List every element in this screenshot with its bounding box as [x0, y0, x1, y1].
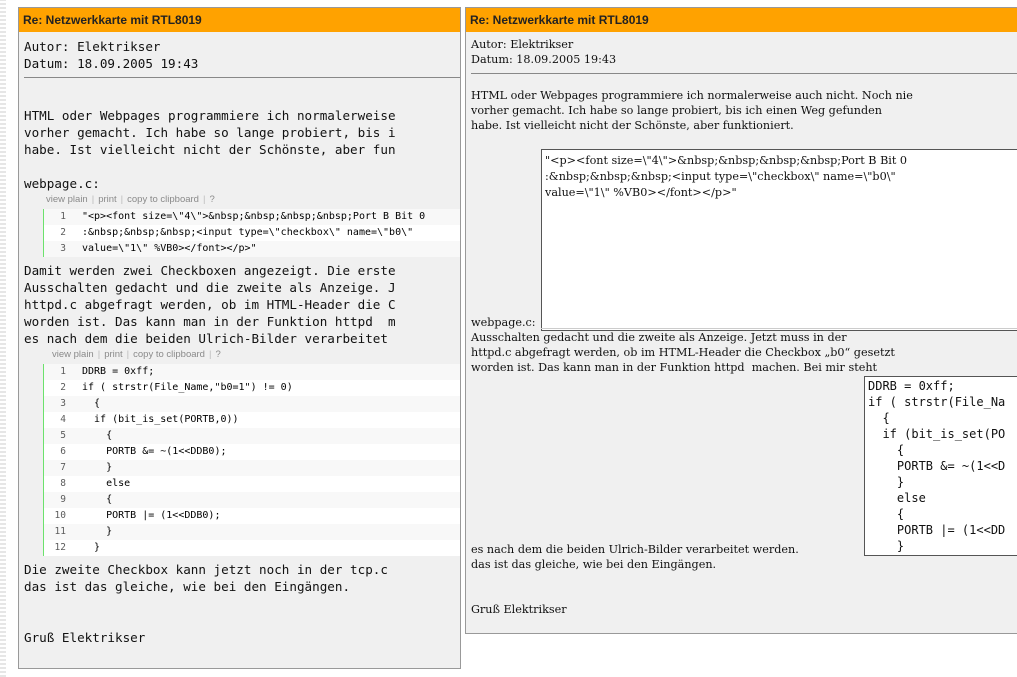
raw-code-line: }	[868, 539, 905, 553]
help-link[interactable]: ?	[215, 349, 221, 360]
code-row: 3 value=\"1\" %VB0></font></p>"	[44, 241, 461, 257]
section-divider	[541, 328, 1017, 329]
paragraph-line: Damit werden zwei Checkboxen angezeigt. Die erste	[24, 263, 396, 278]
help-link[interactable]: ?	[209, 194, 215, 205]
raw-code-line: {	[868, 411, 890, 425]
copy-to-clipboard-link[interactable]: copy to clipboard	[133, 349, 205, 360]
webpage-label: webpage.c:	[24, 176, 100, 191]
code-row: 3 {	[44, 396, 461, 412]
paragraph-line: es nach dem die beiden Ulrich-Bilder verarbeitet	[24, 331, 396, 346]
code-row: 11 }	[44, 524, 461, 540]
left-post-panel	[18, 7, 461, 669]
paragraph-line: HTML oder Webpages programmiere ich normalerweise auch nicht. Noch nie	[471, 89, 913, 102]
page-edge-decoration	[0, 0, 6, 677]
raw-code-line: PORTB &= ~(1<<D	[868, 459, 1006, 473]
paragraph-line: habe. Ist vielleicht nicht der Schönste, aber fun	[24, 142, 396, 157]
post-date: Datum: 18.09.2005 19:43	[24, 56, 199, 71]
code-row: 12 }	[44, 540, 461, 556]
header-divider	[471, 73, 1017, 74]
webpage-label: webpage.c:	[471, 316, 536, 329]
raw-code-line: :&nbsp;&nbsp;&nbsp;<input type=\"checkbox\" name=\"b0\"	[545, 170, 896, 183]
code-row: 10 PORTB |= (1<<DDB0);	[44, 508, 461, 524]
paragraph-line: httpd.c abgefragt werden, ob im HTML-Header die Checkbox „b0“ gesetzt	[471, 346, 895, 359]
raw-code-line: if (bit_is_set(PO	[868, 427, 1006, 441]
paragraph-line: Die zweite Checkbox kann jetzt noch in der tcp.c	[24, 562, 388, 577]
post-signature: Gruß Elektrikser	[24, 630, 146, 645]
paragraph-line: das ist das gleiche, wie bei den Eingängen.	[471, 558, 717, 571]
view-plain-link[interactable]: view plain	[46, 194, 88, 205]
post-author: Autor: Elektrikser	[24, 39, 161, 54]
code-row: 1 DDRB = 0xff;	[44, 364, 461, 380]
code-row: 1 "<p><font size=\"4\">&nbsp;&nbsp;&nbsp;&nbsp;Port B Bit 0	[44, 209, 461, 225]
code-row: 9 {	[44, 492, 461, 508]
paragraph-line: worden ist. Das kann man in der Funktion httpd m	[24, 314, 396, 329]
raw-code-line: }	[868, 475, 905, 489]
post-title: Re: Netzwerkkarte mit RTL8019	[19, 8, 460, 32]
paragraph-line: vorher gemacht. Ich habe so lange probiert, bis ich einen Weg gefunden	[471, 104, 882, 117]
code-toolbar: view plain | print | copy to clipboard | ?	[52, 349, 221, 360]
post-date: Datum: 18.09.2005 19:43	[471, 53, 617, 66]
post-signature: Gruß Elektrikser	[471, 603, 567, 616]
raw-code-line: else	[868, 491, 926, 505]
paragraph-line: Ausschalten gedacht und die zweite als Anzeige. Jetzt muss in der	[471, 331, 847, 344]
code-row: 5 {	[44, 428, 461, 444]
raw-code-line: {	[868, 443, 905, 457]
code-row: 6 PORTB &= ~(1<<DDB0);	[44, 444, 461, 460]
paragraph-line: Ausschalten gedacht und die zweite als Anzeige. J	[24, 280, 396, 295]
raw-code-box	[541, 149, 1017, 331]
paragraph-line: das ist das gleiche, wie bei den Eingängen.	[24, 579, 351, 594]
code-row: 2 :&nbsp;&nbsp;&nbsp;<input type=\"checkbox\" name=\"b0\"	[44, 225, 461, 241]
raw-code-line: "<p><font size=\"4\">&nbsp;&nbsp;&nbsp;&nbsp;Port B Bit 0	[545, 154, 908, 167]
raw-code-box	[864, 376, 1017, 556]
paragraph-line: httpd.c abgefragt werden, ob im HTML-Header die C	[24, 297, 396, 312]
raw-code-line: DDRB = 0xff;	[868, 379, 955, 393]
code-block-httpd	[43, 364, 461, 556]
post-title: Re: Netzwerkkarte mit RTL8019	[466, 8, 1017, 32]
right-post-panel	[465, 7, 1017, 634]
view-plain-link[interactable]: view plain	[52, 349, 94, 360]
paragraph-line: worden ist. Das kann man in der Funktion httpd machen. Bei mir steht	[471, 361, 878, 374]
code-block-webpage	[43, 209, 461, 257]
header-divider	[24, 77, 460, 78]
code-row: 4 if (bit_is_set(PORTB,0))	[44, 412, 461, 428]
paragraph-line: vorher gemacht. Ich habe so lange probiert, bis i	[24, 125, 396, 140]
post-author: Autor: Elektrikser	[471, 38, 574, 51]
paragraph-line: es nach dem die beiden Ulrich-Bilder verarbeitet werden.	[471, 543, 799, 556]
raw-code-line: PORTB |= (1<<DD	[868, 523, 1006, 537]
raw-code-line: {	[868, 507, 905, 521]
code-row: 7 }	[44, 460, 461, 476]
paragraph-line: habe. Ist vielleicht nicht der Schönste, aber funktioniert.	[471, 119, 794, 132]
copy-to-clipboard-link[interactable]: copy to clipboard	[127, 194, 199, 205]
raw-code-line: value=\"1\" %VB0></font></p>"	[545, 186, 737, 199]
paragraph-line: HTML oder Webpages programmiere ich normalerweise	[24, 108, 396, 123]
code-row: 8 else	[44, 476, 461, 492]
print-link[interactable]: print	[98, 194, 117, 205]
print-link[interactable]: print	[104, 349, 123, 360]
code-row: 2 if ( strstr(File_Name,"b0=1") != 0)	[44, 380, 461, 396]
code-toolbar: view plain | print | copy to clipboard | ?	[46, 194, 215, 205]
raw-code-line: if ( strstr(File_Na	[868, 395, 1006, 409]
